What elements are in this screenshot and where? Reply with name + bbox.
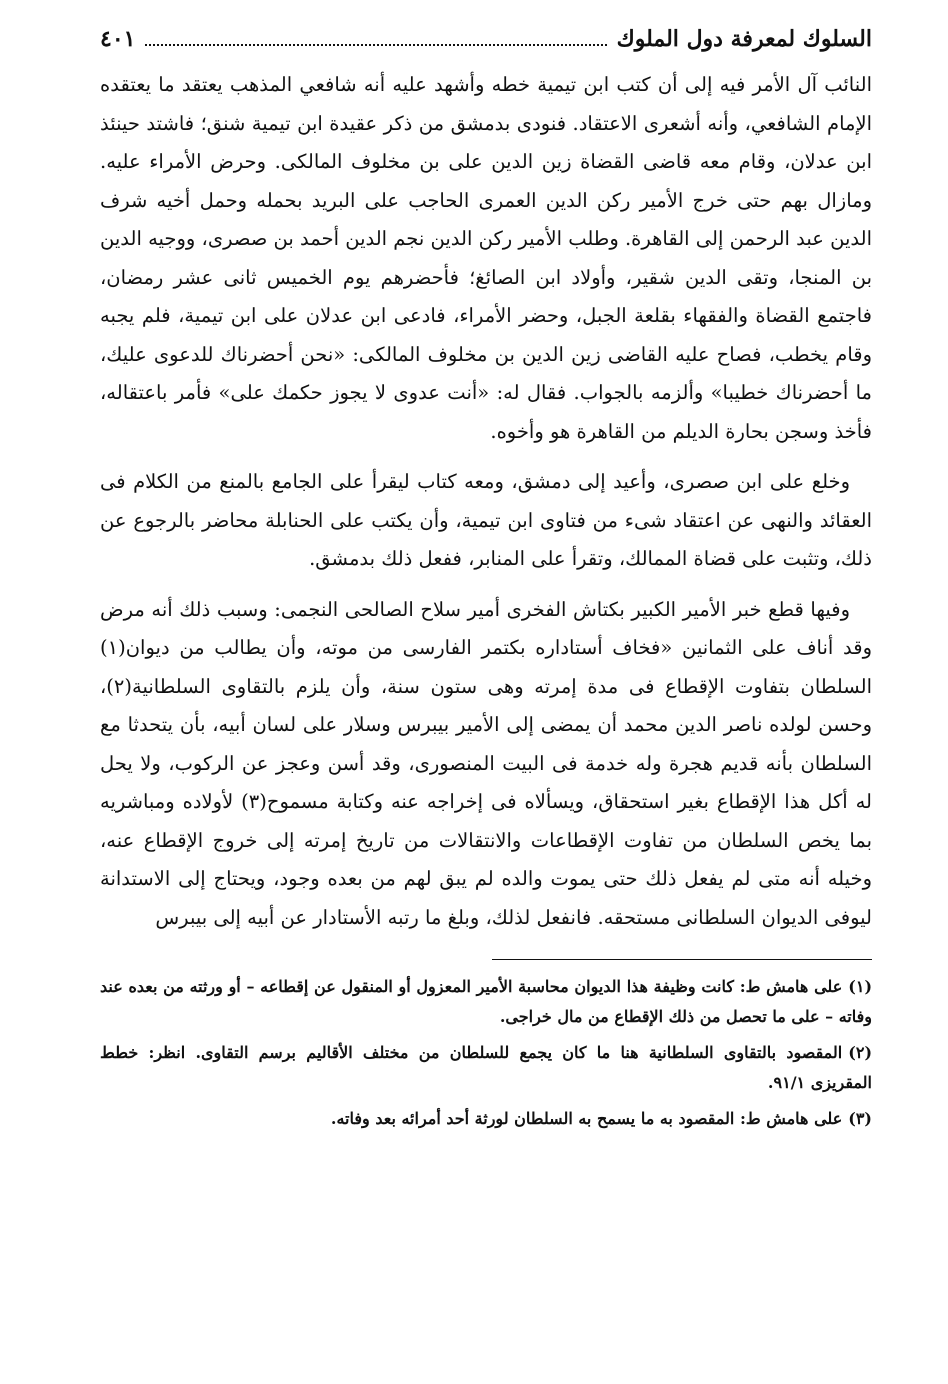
running-title: السلوك لمعرفة دول الملوك xyxy=(616,26,872,52)
header-leader-dots xyxy=(145,44,606,46)
footnote-ref: (١) xyxy=(848,977,873,996)
footnote-3 xyxy=(100,1104,872,1134)
footnote-text: المقصود بالتقاوى السلطانية هنا ما كان يجمع للسلطان من مختلف الأقاليم برسم التقاوى. انظر: خطط المقريزى ٩١/١. xyxy=(100,1043,872,1092)
book-page xyxy=(100,26,872,1134)
page-number: ٤٠١ xyxy=(100,26,136,52)
footnote-ref: (٢) xyxy=(848,1043,873,1062)
running-header xyxy=(100,26,872,66)
footnote-2 xyxy=(100,1038,872,1098)
footnote-text: على هامش ط: كانت وظيفة هذا الديوان محاسبة الأمير المعزول أو المنقول عن إقطاعه – أو ورثته من بعده عند وفاته – على ما تحصل من ذلك الإقطاع من مال خراجى. xyxy=(100,977,872,1026)
body-paragraph-2: وخلع على ابن صصرى، وأعيد إلى دمشق، ومعه كتاب ليقرأ على الجامع بالمنع من الكلام فى العقائد والنهى عن اعتقاد شىء من فتاوى ابن تيمية، وأن يكتب على الحنابلة محاضر بالرجوع عن ذلك، وتثبت على قضاة الممالك، وتقرأ على المنابر، ففعل ذلك بدمشق. xyxy=(100,470,872,570)
footnote-ref: (٣) xyxy=(848,1109,872,1128)
body-paragraph-3: وفيها قطع خبر الأمير الكبير بكتاش الفخرى أمير سلاح الصالحى النجمى: وسبب ذلك أنه مرض وقد أناف على الثمانين «فخاف أستاداره بكتمر الفارسى من موته، وأن يطالب من ديوان(١) السلطان بتفاوت الإقطاع فى مدة إمرته وهى ستون سنة، وأن يلزم بالتقاوى السلطانية(٢)، وحسن لولده ناصر الدين محمد أن يمضى إلى الأمير بيبرس وسلار على لسان أبيه، بأن يتحدثا مع السلطان بأنه قديم هجرة وله خدمة فى البيت المنصورى، وقد أسن وعجز عن الركوب، ولا يحل له أكل هذا الإقطاع بغير استحقاق، ويسألاه فى إخراجه عنه وكتابة مسموح(٣) لأولاده ومباشريه بما يخص السلطان من تفاوت الإقطاعات والانتقالات من تاريخ إمرته إلى خروج الإقطاع عنه، وخيله أنه متى لم يفعل ذلك حتى يموت والده لم يبق لهم من بعده وجود، ويحتاج إلى الاستدانة ليوفى الديوان السلطانى مستحقه. فانفعل لذلك، وبلغ ما رتبه الأستادار عن أبيه إلى بيبرس xyxy=(100,597,873,929)
footnote-1 xyxy=(100,972,872,1032)
footnote-separator xyxy=(492,959,872,960)
body-paragraph-1: النائب آل الأمر فيه إلى أن كتب ابن تيمية خطه وأشهد عليه أنه شافعي المذهب يعتقد ما يعتقده الإمام الشافعي، وأنه أشعرى الاعتقاد. فنودى بدمشق من ذكر عقيدة ابن تيمية شنق؛ فاشتد حينئذ ابن عدلان، وقام معه قاضى القضاة زين الدين على بن مخلوف المالكى. وحرض الأمراء عليه. ومازال بهم حتى خرج الأمير ركن الدين العمرى الحاجب على البريد بحمله وحمل أخيه شرف الدين عبد الرحمن إلى القاهرة. وطلب الأمير ركن الدين نجم الدين أحمد بن صصرى، ووجيه الدين بن المنجا، وتقى الدين شقير، وأولاد ابن الصائغ؛ فأحضرهم يوم الخميس ثانى عشر رمضان، فاجتمع القضاة والفقهاء بقلعة الجبل، وحضر الأمراء، فادعى ابن عدلان على ابن تيمية، فلم يجبه وقام يخطب، فصاح عليه القاضى زين الدين بن مخلوف المالكى: «نحن أحضرناك للدعوى عليك، ما أحضرناك خطيبا» وألزمه بالجواب. فقال له: «أنت عدوى لا يجوز حكمك على» فأمر باعتقاله، فأخذ وسجن بحارة الديلم من القاهرة هو وأخوه. xyxy=(100,73,872,443)
footnote-text: على هامش ط: المقصود به ما يسمح به السلطان لورثة أحد أمرائه بعد وفاته. xyxy=(330,1109,843,1128)
